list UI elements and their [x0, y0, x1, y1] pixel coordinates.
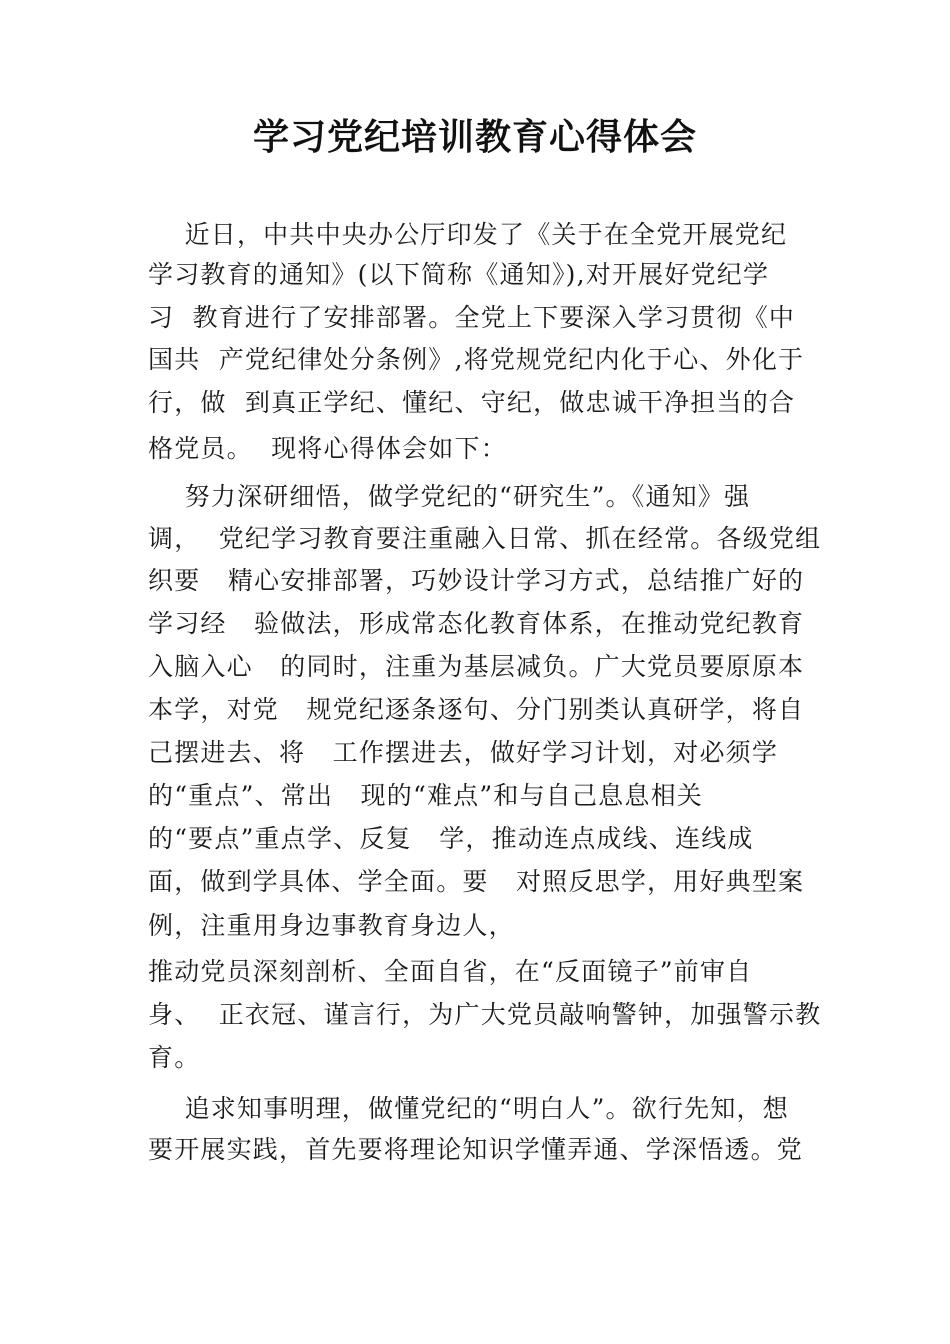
body-line: 习 教育进行了安排部署。全党上下要深入学习贯彻《中 [148, 303, 796, 332]
body-line: 调， 党纪学习教育要注重融入日常、抓在经常。各级党组 [148, 524, 822, 553]
body-line: 育。 [148, 1043, 201, 1072]
body-line: 学习教育的通知》(以下简称《通知》),对开展好党纪学 [148, 260, 770, 289]
body-line: 身、 正衣冠、谨言行，为广大党员敲响警钟，加强警示教 [148, 1000, 822, 1029]
body-line: 要开展实践，首先要将理论知识学懂弄通、学深悟透。党 [148, 1135, 804, 1164]
body-line: 入脑入心 的同时，注重为基层减负。广大党员要原原本 [148, 652, 805, 681]
body-line: 的“要点”重点学、反复 学，推动连点成线、连线成 [148, 824, 754, 853]
body-line: 学习经 验做法，形成常态化教育体系，在推动党纪教育 [148, 609, 805, 638]
body-line: 例，注重用身边事教育身边人， [148, 911, 515, 940]
document-title: 学习党纪培训教育心得体会 [252, 117, 697, 158]
body-line: 的“重点”、常出 现的“难点”和与自己息息相关 [148, 781, 703, 810]
body-line: 己摆进去、将 工作摆进去，做好学习计划，对必须学 [148, 738, 779, 767]
body-line: 本学，对党 规党纪逐条逐句、分门别类认真研学，将自 [148, 695, 805, 724]
body-line: 近日，中共中央办公厅印发了《关于在全党开展党纪 [148, 220, 788, 249]
body-line: 推动党员深刻剖析、全面自省，在“反面镜子”前审自 [148, 957, 753, 986]
body-line: 织要 精心安排部署，巧妙设计学习方式，总结推广好的 [148, 566, 805, 595]
body-line: 追求知事明理，做懂党纪的“明白人”。欲行先知，想 [148, 1094, 789, 1123]
body-line: 格党员。 现将心得体会如下： [148, 434, 507, 463]
body-line: 国共 产党纪律处分条例》,将党规党纪内化于心、外化于 [148, 345, 805, 374]
body-line: 努力深研细悟，做学党纪的“研究生”。《通知》强 [148, 482, 751, 511]
body-line: 行，做 到真正学纪、懂纪、守纪，做忠诚干净担当的合 [148, 388, 796, 417]
body-line: 面，做到学具体、学全面。要 对照反思学，用好典型案 [148, 867, 805, 896]
